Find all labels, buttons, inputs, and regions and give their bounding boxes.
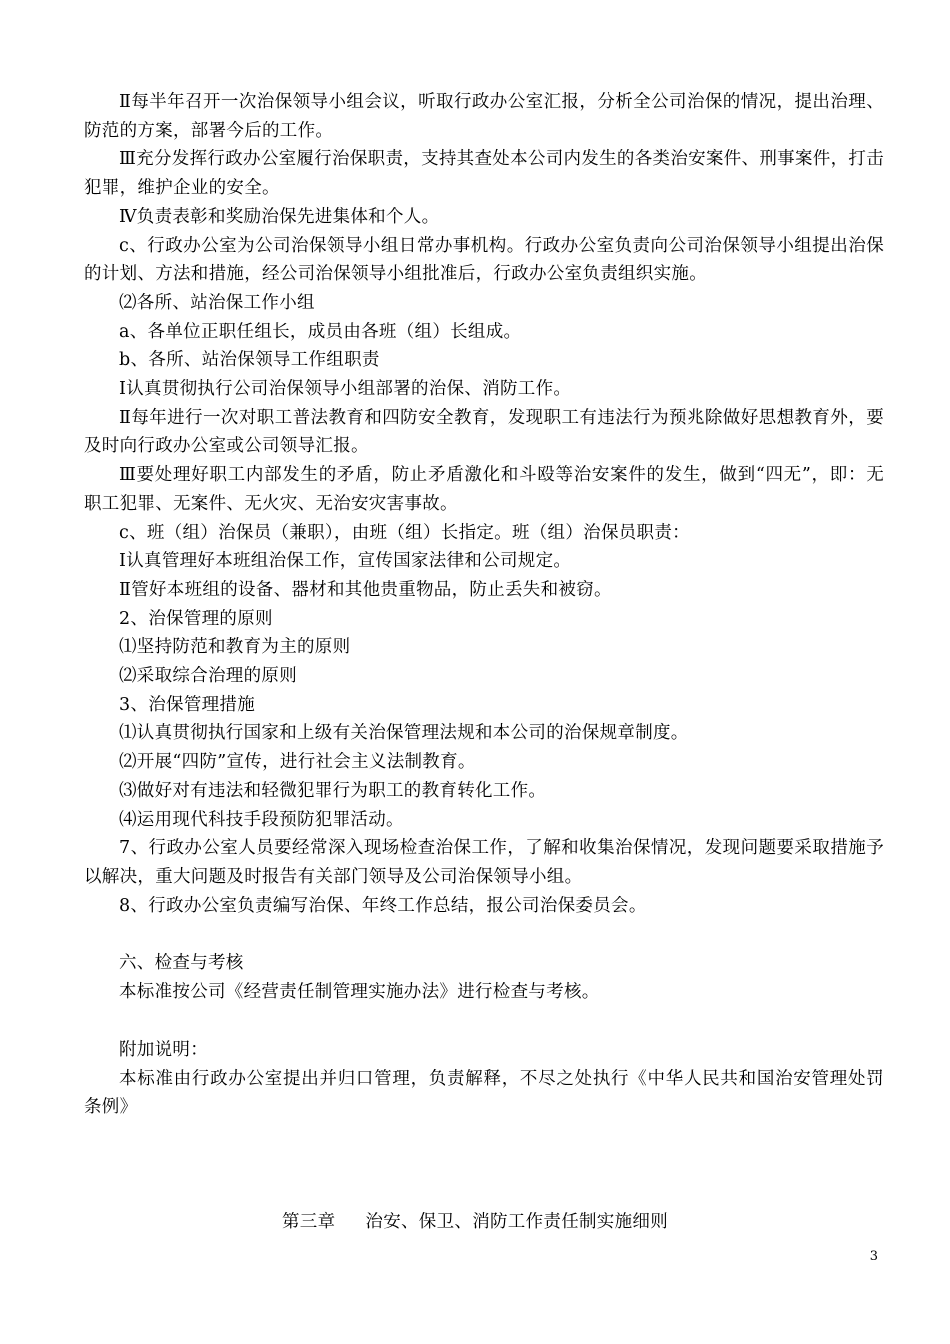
chapter-title xyxy=(0,1208,950,1236)
section-heading: 3、治保管理措施 xyxy=(119,694,256,715)
paragraph: ⑴认真贯彻执行国家和上级有关治保管理法规和本公司的治保规章制度。 xyxy=(119,723,689,744)
paragraph: c、行政办公室为公司治保领导小组日常办事机构。行政办公室负责向公司治保领导小组提出治保的计划、方法和措施，经公司治保领导小组批准后，行政办公室负责组织实施。 xyxy=(84,235,884,285)
paragraph: ⑴坚持防范和教育为主的原则 xyxy=(119,637,351,658)
section-heading: 六、检查与考核 xyxy=(119,953,244,974)
paragraph: 8、行政办公室负责编写治保、年终工作总结，报公司治保委员会。 xyxy=(119,895,647,916)
paragraph: Ⅱ每年进行一次对职工普法教育和四防安全教育，发现职工有违法行为预兆除做好思想教育外，要及时向行政办公室或公司领导汇报。 xyxy=(84,407,884,457)
paragraph: Ⅲ要处理好职工内部发生的矛盾，防止矛盾激化和斗殴等治安案件的发生，做到“四无”，即：无职工犯罪、无案件、无火灾、无治安灾害事故。 xyxy=(84,465,884,514)
spacer xyxy=(84,1007,884,1036)
paragraph: Ⅱ管好本班组的设备、器材和其他贵重物品，防止丢失和被窃。 xyxy=(119,579,612,600)
page-number: 3 xyxy=(869,1249,878,1264)
body-text xyxy=(84,88,884,1122)
paragraph: ⑷运用现代科技手段预防犯罪活动。 xyxy=(119,809,404,830)
paragraph: a、各单位正职任组长，成员由各班（组）长组成。 xyxy=(119,321,522,342)
paragraph: b、各所、站治保领导工作组职责 xyxy=(119,350,380,371)
spacer xyxy=(84,920,884,949)
paragraph: Ⅳ负责表彰和奖励治保先进集体和个人。 xyxy=(119,206,440,227)
paragraph: c、班（组）治保员（兼职），由班（组）长指定。班（组）治保员职责： xyxy=(119,522,690,543)
paragraph: ⑵采取综合治理的原则 xyxy=(119,666,297,687)
paragraph: 本标准由行政办公室提出并归口管理，负责解释，不尽之处执行《中华人民共和国治安管理处罚条例》 xyxy=(84,1068,884,1118)
paragraph: ⑵开展“四防”宣传，进行社会主义法制教育。 xyxy=(119,752,476,773)
note-heading: 附加说明： xyxy=(119,1039,208,1060)
chapter-name: 治安、保卫、消防工作责任制实施细则 xyxy=(365,1212,668,1232)
chapter-number: 第三章 xyxy=(281,1212,336,1232)
paragraph: Ⅱ每半年召开一次治保领导小组会议，听取行政办公室汇报，分析全公司治保的情况，提出治理、防范的方案，部署今后的工作。 xyxy=(84,92,884,141)
paragraph: ⑶做好对有违法和轻微犯罪行为职工的教育转化工作。 xyxy=(119,780,547,801)
paragraph: ⑵各所、站治保工作小组 xyxy=(119,292,315,313)
paragraph: Ⅰ认真管理好本班组治保工作，宣传国家法律和公司规定。 xyxy=(119,551,572,572)
section-heading: 2、治保管理的原则 xyxy=(119,608,273,629)
paragraph: Ⅲ充分发挥行政办公室履行治保职责，支持其查处本公司内发生的各类治安案件、刑事案件，打击犯罪，维护企业的安全。 xyxy=(84,149,884,199)
paragraph: Ⅰ认真贯彻执行公司治保领导小组部署的治保、消防工作。 xyxy=(119,379,572,400)
paragraph: 本标准按公司《经营责任制管理实施办法》进行检查与考核。 xyxy=(119,982,600,1003)
paragraph: 7、行政办公室人员要经常深入现场检查治保工作，了解和收集治保情况，发现问题要采取措施予以解决，重大问题及时报告有关部门领导及公司治保领导小组。 xyxy=(84,838,884,887)
